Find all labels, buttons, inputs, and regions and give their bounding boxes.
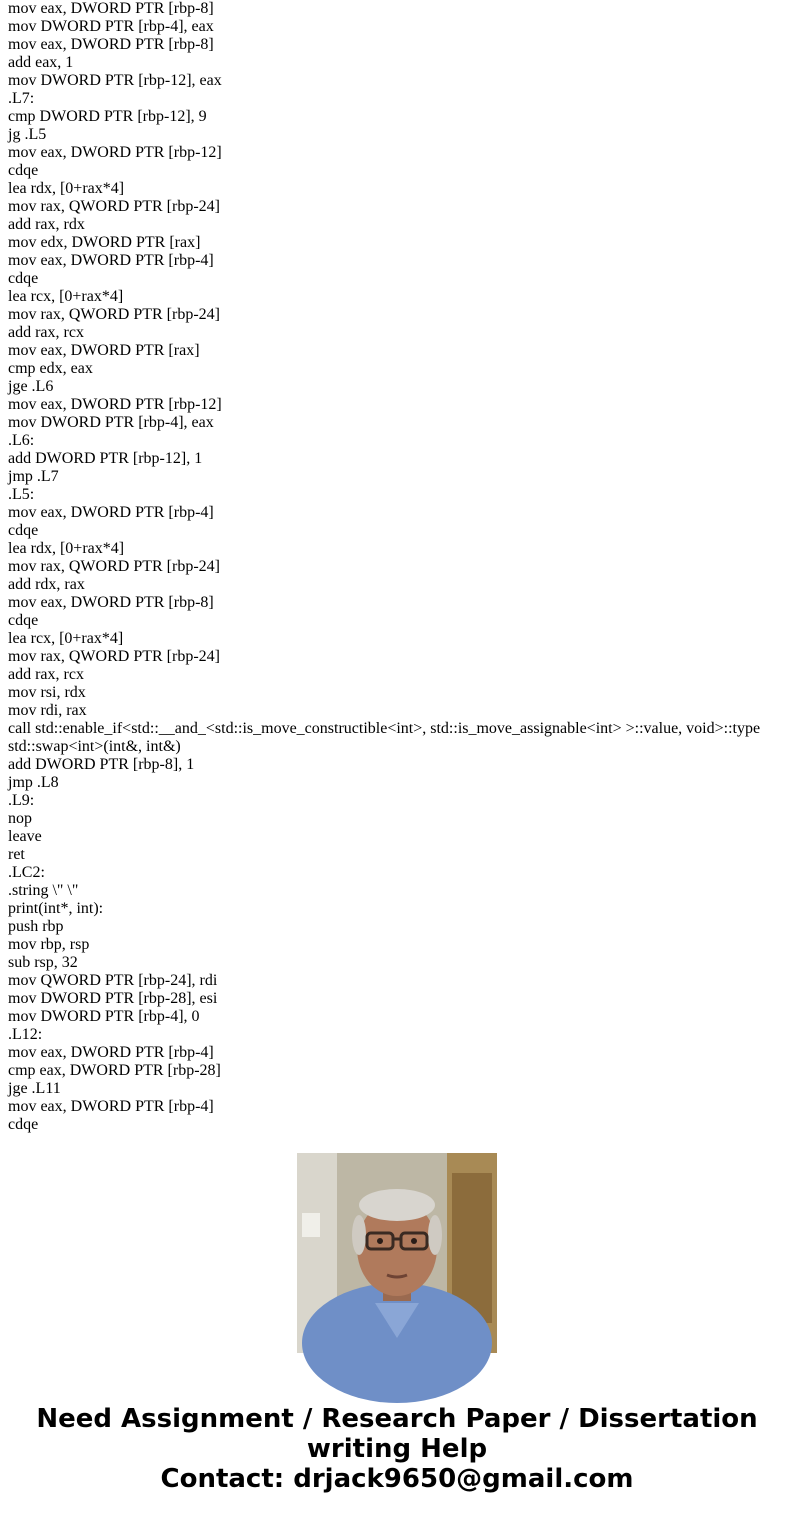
code-line: mov eax, DWORD PTR [rbp-8] (8, 0, 214, 17)
promo-line-2: writing Help (306, 1434, 488, 1464)
code-line: add rax, rcx (8, 324, 84, 341)
code-line: ret (8, 846, 25, 863)
code-line: .string \" \" (8, 882, 79, 899)
promo-banner (0, 1404, 794, 1494)
code-line: nop (8, 810, 32, 827)
code-line: mov eax, DWORD PTR [rbp-12] (8, 396, 222, 413)
code-line: add rax, rdx (8, 216, 85, 233)
code-line: mov eax, DWORD PTR [rbp-12] (8, 144, 222, 161)
code-line: add rax, rcx (8, 666, 84, 683)
code-line: mov eax, DWORD PTR [rbp-4] (8, 504, 214, 521)
code-line: .LC2: (8, 864, 45, 881)
code-line: cmp DWORD PTR [rbp-12], 9 (8, 108, 207, 125)
code-line: .L12: (8, 1026, 43, 1043)
code-line: mov DWORD PTR [rbp-28], esi (8, 990, 218, 1007)
code-line: lea rcx, [0+rax*4] (8, 288, 124, 305)
code-line: jmp .L7 (8, 468, 59, 485)
code-line: mov rsi, rdx (8, 684, 86, 701)
code-line: add DWORD PTR [rbp-12], 1 (8, 450, 203, 467)
code-line: mov rbp, rsp (8, 936, 90, 953)
code-line: .L6: (8, 432, 35, 449)
code-line: cmp eax, DWORD PTR [rbp-28] (8, 1062, 221, 1079)
code-line: mov rax, QWORD PTR [rbp-24] (8, 198, 220, 215)
code-line: std::swap<int>(int&, int&) (8, 738, 181, 755)
code-line: cdqe (8, 270, 39, 287)
code-line: .L7: (8, 90, 35, 107)
code-line: mov rax, QWORD PTR [rbp-24] (8, 306, 220, 323)
code-line: jg .L5 (8, 126, 47, 143)
portrait-icon (297, 1153, 497, 1353)
code-line: mov rdi, rax (8, 702, 87, 719)
code-line: mov DWORD PTR [rbp-4], 0 (8, 1008, 200, 1025)
code-line: mov DWORD PTR [rbp-4], eax (8, 18, 214, 35)
code-line: jmp .L8 (8, 774, 59, 791)
code-line: mov eax, DWORD PTR [rbp-8] (8, 36, 214, 53)
code-line: lea rcx, [0+rax*4] (8, 630, 124, 647)
code-line: add rdx, rax (8, 576, 85, 593)
code-line: jge .L11 (8, 1080, 61, 1097)
code-line: cdqe (8, 1116, 39, 1133)
code-line: add eax, 1 (8, 54, 74, 71)
code-line: mov eax, DWORD PTR [rbp-4] (8, 252, 214, 269)
promo-contact: Contact: drjack9650@gmail.com (160, 1464, 634, 1494)
promo-line-1: Need Assignment / Research Paper / Dissertation (36, 1404, 758, 1434)
code-line: call std::enable_if<std::__and_<std::is_move_constructible<int>, std::is_move_assignable<int> >::value, void>::type (8, 720, 761, 737)
code-line: jge .L6 (8, 378, 54, 395)
code-line: push rbp (8, 918, 64, 935)
code-line: .L9: (8, 792, 35, 809)
code-line: print(int*, int): (8, 900, 104, 917)
code-line: cdqe (8, 162, 39, 179)
code-line: mov rax, QWORD PTR [rbp-24] (8, 558, 220, 575)
code-line: mov QWORD PTR [rbp-24], rdi (8, 972, 218, 989)
code-line: sub rsp, 32 (8, 954, 78, 971)
code-line: mov eax, DWORD PTR [rbp-4] (8, 1044, 214, 1061)
code-line: mov eax, DWORD PTR [rbp-8] (8, 594, 214, 611)
code-line: mov eax, DWORD PTR [rbp-4] (8, 1098, 214, 1115)
author-avatar (297, 1153, 497, 1353)
code-line: add DWORD PTR [rbp-8], 1 (8, 756, 195, 773)
code-line: mov DWORD PTR [rbp-4], eax (8, 414, 214, 431)
code-line: .L5: (8, 486, 35, 503)
code-line: mov rax, QWORD PTR [rbp-24] (8, 648, 220, 665)
code-line: cdqe (8, 612, 39, 629)
code-line: lea rdx, [0+rax*4] (8, 180, 125, 197)
code-line: cdqe (8, 522, 39, 539)
code-line: cmp edx, eax (8, 360, 93, 377)
code-line: mov DWORD PTR [rbp-12], eax (8, 72, 222, 89)
code-line: lea rdx, [0+rax*4] (8, 540, 125, 557)
code-listing (8, 0, 788, 1133)
code-line: mov eax, DWORD PTR [rax] (8, 342, 200, 359)
code-line: mov edx, DWORD PTR [rax] (8, 234, 201, 251)
code-line: leave (8, 828, 42, 845)
